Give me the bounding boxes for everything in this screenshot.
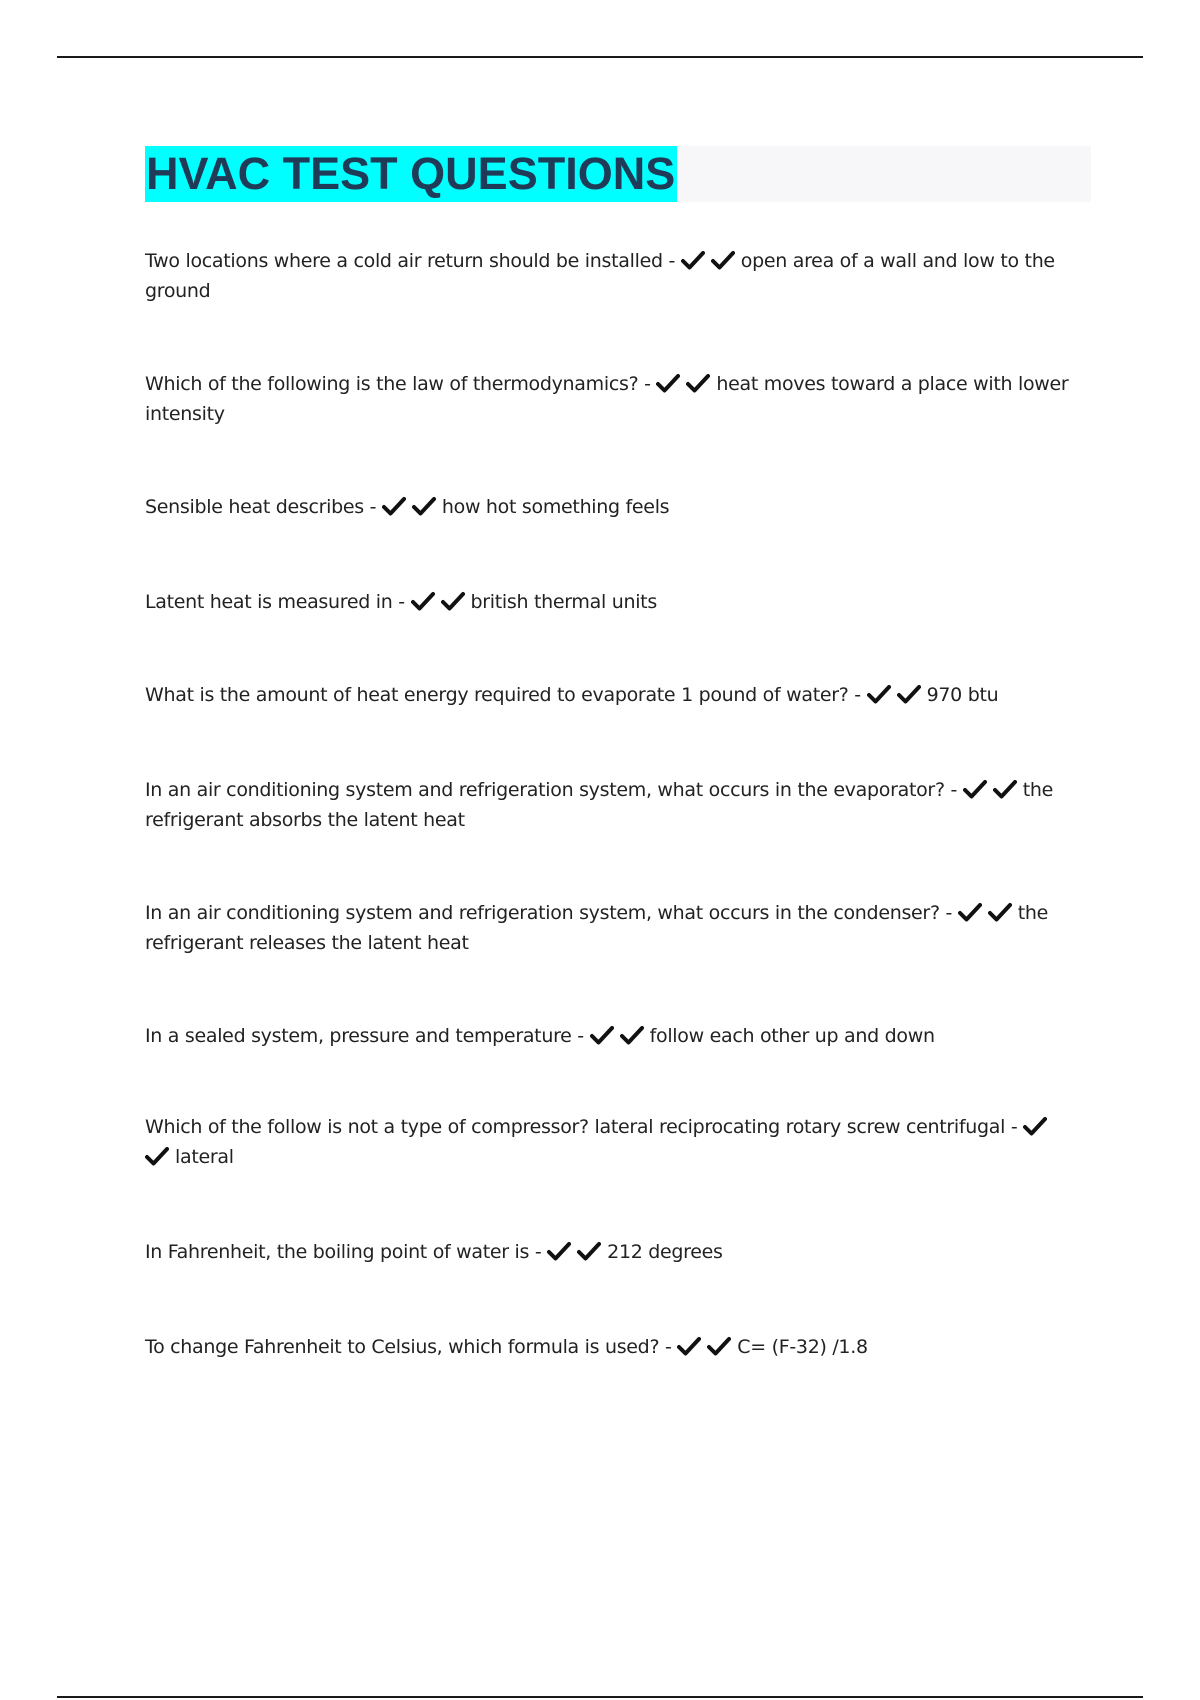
check-mark-icon	[411, 591, 435, 611]
question-text: In a sealed system, pressure and temperature	[145, 1025, 572, 1047]
check-mark-icon	[547, 1241, 571, 1261]
check-mark-icon	[590, 1025, 614, 1045]
check-mark-icon	[988, 902, 1012, 922]
answer-text: the refrigerant releases the latent heat	[145, 902, 1049, 954]
check-mark-icon	[867, 684, 891, 704]
qa-item	[145, 898, 1075, 958]
separator: -	[392, 591, 411, 613]
check-mark-icon	[1023, 1116, 1047, 1136]
check-mark-icon	[711, 250, 735, 270]
check-mark-icon	[412, 496, 436, 516]
question-text: Two locations where a cold air return should be installed	[145, 250, 663, 272]
answer-text: 970 btu	[926, 684, 999, 706]
qa-item	[145, 587, 1075, 617]
answer-text: open area of a wall and low to the ground	[145, 250, 1055, 302]
question-text: What is the amount of heat energy required to evaporate 1 pound of water?	[145, 684, 849, 706]
check-mark-icon	[958, 902, 982, 922]
question-text: Sensible heat describes	[145, 496, 364, 518]
answer-text: lateral	[175, 1146, 234, 1168]
answer-text: C= (F-32) /1.8	[737, 1336, 868, 1358]
separator: -	[529, 1241, 548, 1263]
answer-text: british thermal units	[470, 591, 657, 613]
check-mark-icon	[382, 496, 406, 516]
check-mark-icon	[707, 1336, 731, 1356]
separator: -	[939, 902, 958, 924]
qa-item	[145, 1332, 1075, 1362]
qa-item	[145, 246, 1075, 306]
separator: -	[571, 1025, 590, 1047]
question-text: Latent heat is measured in	[145, 591, 393, 613]
check-mark-icon	[681, 250, 705, 270]
page-title: HVAC TEST QUESTIONS	[145, 146, 677, 202]
separator: -	[662, 250, 681, 272]
answer-text: the refrigerant absorbs the latent heat	[145, 779, 1054, 831]
answer-text: how hot something feels	[441, 496, 670, 518]
check-mark-icon	[677, 1336, 701, 1356]
separator: -	[659, 1336, 678, 1358]
answer-text: heat moves toward a place with lower intensity	[145, 373, 1069, 425]
check-mark-icon	[656, 373, 680, 393]
qa-item	[145, 1237, 1075, 1267]
qa-item	[145, 492, 1075, 522]
question-text: In an air conditioning system and refrigeration system, what occurs in the evaporator?	[145, 779, 945, 801]
check-mark-icon	[897, 684, 921, 704]
qa-item	[145, 1112, 1075, 1172]
check-mark-icon	[620, 1025, 644, 1045]
qa-item	[145, 369, 1075, 429]
question-text: In Fahrenheit, the boiling point of water is	[145, 1241, 530, 1263]
check-mark-icon	[441, 591, 465, 611]
bottom-divider	[57, 1696, 1143, 1698]
question-text: To change Fahrenheit to Celsius, which formula is used?	[145, 1336, 660, 1358]
qa-item	[145, 775, 1075, 835]
check-mark-icon	[145, 1146, 169, 1166]
separator: -	[638, 373, 657, 395]
separator: -	[363, 496, 382, 518]
qa-item	[145, 1021, 1075, 1051]
separator: -	[848, 684, 867, 706]
check-mark-icon	[577, 1241, 601, 1261]
question-text: Which of the following is the law of thermodynamics?	[145, 373, 639, 395]
check-mark-icon	[963, 779, 987, 799]
top-divider	[57, 56, 1143, 58]
question-text: In an air conditioning system and refrigeration system, what occurs in the condenser?	[145, 902, 940, 924]
answer-text: follow each other up and down	[649, 1025, 935, 1047]
separator: -	[1005, 1116, 1024, 1138]
qa-item	[145, 680, 1075, 710]
check-mark-icon	[686, 373, 710, 393]
check-mark-icon	[993, 779, 1017, 799]
answer-text: 212 degrees	[607, 1241, 723, 1263]
separator: -	[944, 779, 963, 801]
question-text: Which of the follow is not a type of compressor? lateral reciprocating rotary screw centrifugal	[145, 1116, 1006, 1138]
